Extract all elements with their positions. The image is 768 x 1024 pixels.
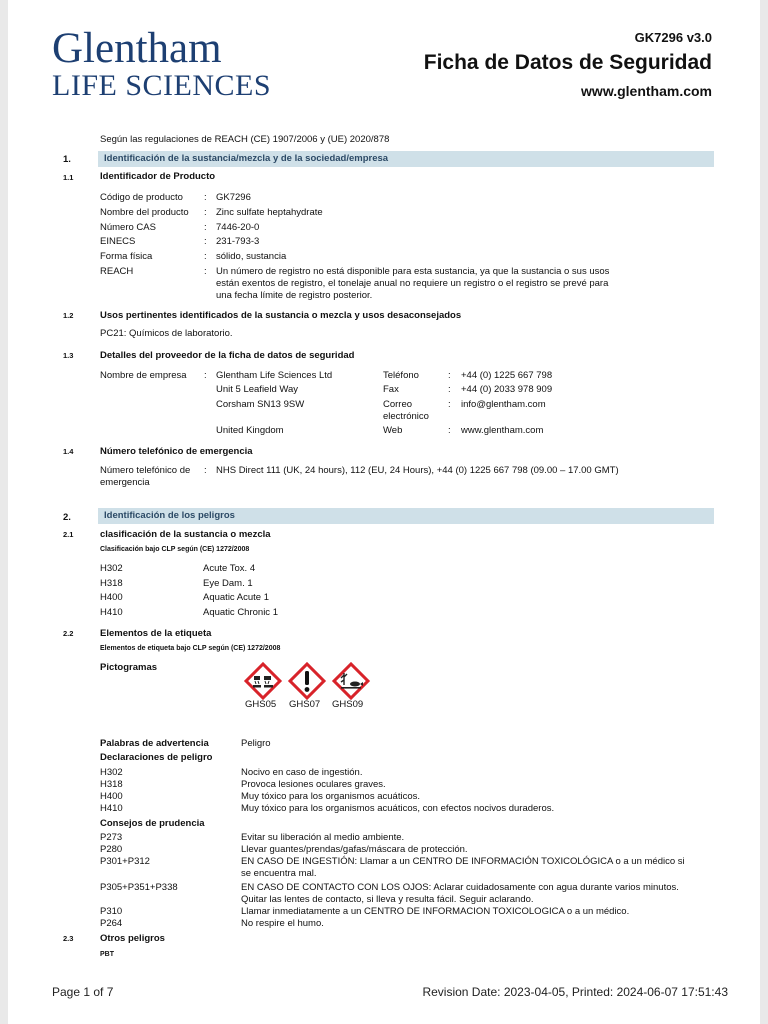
hazard-statement-code: H318 xyxy=(100,779,123,790)
page-number: Page 1 of 7 xyxy=(52,985,114,999)
hazard-statement-code: H410 xyxy=(100,803,123,814)
subsection-subtitle: Elementos de etiqueta bajo CLP según (CE) 1272/2008 xyxy=(100,645,281,652)
section-title: Identificación de los peligros xyxy=(104,510,235,521)
precaution-text: EN CASO DE INGESTIÓN: Llamar a un CENTRO DE INFORMACIÓN TOXICOLÓGICA o a un médico si se encuentra mal. xyxy=(241,856,685,879)
contact-label: Fax xyxy=(383,384,399,395)
field-sep: : xyxy=(204,266,207,277)
hazard-code: H410 xyxy=(100,607,123,618)
website-link[interactable]: www.glentham.com xyxy=(581,83,712,99)
einecs-number: 231-793-3 xyxy=(216,236,260,247)
hazard-statement-text: Muy tóxico para los organismos acuáticos. xyxy=(241,791,420,802)
product-name: Zinc sulfate heptahydrate xyxy=(216,207,323,218)
corrosion-icon xyxy=(242,660,284,702)
cas-number: 7446-20-0 xyxy=(216,222,260,233)
field-sep: : xyxy=(448,425,451,436)
hazard-statements-label: Declaraciones de peligro xyxy=(100,752,213,763)
field-sep: : xyxy=(204,465,207,476)
field-sep: : xyxy=(204,370,207,381)
precaution-code: P305+P351+P338 xyxy=(100,882,178,893)
subsection-number: 1.1 xyxy=(63,173,74,182)
company-label: Nombre de empresa xyxy=(100,370,187,381)
subsection-number: 2.2 xyxy=(63,629,74,638)
physical-form: sólido, sustancia xyxy=(216,251,287,262)
environment-icon xyxy=(330,660,372,702)
hazard-class: Aquatic Acute 1 xyxy=(203,592,270,603)
hazard-statement-text: Muy tóxico para los organismos acuáticos, con efectos nocivos duraderos. xyxy=(241,803,555,814)
field-sep: : xyxy=(204,192,207,203)
hazard-statement-code: H302 xyxy=(100,767,123,778)
precaution-text: Llevar guantes/prendas/gafas/máscara de protección. xyxy=(241,844,468,855)
emergency-number: NHS Direct 111 (UK, 24 hours), 112 (EU, 24 Hours), +44 (0) 1225 667 798 (09.00 – 17.00 GMT) xyxy=(216,465,619,476)
regulation-note: Según las regulaciones de REACH (CE) 1907/2006 y (UE) 2020/878 xyxy=(100,134,390,145)
precaution-text: Llamar inmediatamente a un CENTRO DE INFORMACION TOXICOLOGICA o a un médico. xyxy=(241,906,630,917)
company-address-line: Corsham SN13 9SW xyxy=(216,399,305,410)
precaution-code: P264 xyxy=(100,918,123,929)
precaution-text: Evitar su liberación al medio ambiente. xyxy=(241,832,405,843)
subsection-title: Usos pertinentes identificados de la sustancia o mezcla y usos desaconsejados xyxy=(100,310,462,321)
field-label: EINECS xyxy=(100,236,136,247)
subsection-number: 2.3 xyxy=(63,934,74,943)
signal-word: Peligro xyxy=(241,738,271,749)
precaution-code: P301+P312 xyxy=(100,856,150,867)
field-sep: : xyxy=(448,399,451,410)
subsection-title: Detalles del proveedor de la ficha de datos de seguridad xyxy=(100,350,355,361)
identified-use: PC21: Químicos de laboratorio. xyxy=(100,328,233,339)
field-sep: : xyxy=(204,251,207,262)
hazard-class: Aquatic Chronic 1 xyxy=(203,607,278,618)
signal-word-label: Palabras de advertencia xyxy=(100,738,209,749)
field-label: Nombre del producto xyxy=(100,207,189,218)
contact-label: Teléfono xyxy=(383,370,419,381)
hazard-code: H302 xyxy=(100,563,123,574)
hazard-class: Acute Tox. 4 xyxy=(203,563,256,574)
subsection-number: 1.2 xyxy=(63,311,74,320)
logo-wordmark: Glentham xyxy=(52,25,222,72)
web-link[interactable]: www.glentham.com xyxy=(461,425,544,436)
field-label: Forma física xyxy=(100,251,153,262)
precaution-code: P310 xyxy=(100,906,123,917)
precaution-text: No respire el humo. xyxy=(241,918,324,929)
company-address-line: Unit 5 Leafield Way xyxy=(216,384,299,395)
field-label: REACH xyxy=(100,266,134,277)
document-id: GK7296 v3.0 xyxy=(634,30,712,45)
reach-status: Un número de registro no está disponible para esta sustancia, ya que la sustancia o sus usos están exentos de registro, el tonelaje anual no requiere un registro o el registro se prevé para una fecha límite de registro posterior. xyxy=(216,266,610,301)
section-title: Identificación de la sustancia/mezcla y de la sociedad/empresa xyxy=(104,153,389,164)
logo-subtitle: LIFE SCIENCES xyxy=(52,69,272,102)
pictograms-label: Pictogramas xyxy=(100,662,158,673)
pictogram-code: GHS05 xyxy=(245,699,277,710)
company-address-line: United Kingdom xyxy=(216,425,284,436)
section-header xyxy=(98,151,714,167)
email-link[interactable]: info@glentham.com xyxy=(461,399,546,410)
subsection-title: Identificador de Producto xyxy=(100,171,216,182)
subsection-title: clasificación de la sustancia o mezcla xyxy=(100,529,271,540)
hazard-statement-text: Provoca lesiones oculares graves. xyxy=(241,779,386,790)
hazard-code: H318 xyxy=(100,578,123,589)
precaution-code: P273 xyxy=(100,832,123,843)
pictogram-code: GHS07 xyxy=(289,699,321,710)
section-number: 1. xyxy=(63,154,71,165)
subsection-number: 1.4 xyxy=(63,447,74,456)
section-header xyxy=(98,508,714,524)
field-sep: : xyxy=(204,222,207,233)
field-sep: : xyxy=(448,384,451,395)
subsection-number: 2.1 xyxy=(63,530,74,539)
subsection-title: Elementos de la etiqueta xyxy=(100,628,212,639)
field-sep: : xyxy=(448,370,451,381)
precaution-text: EN CASO DE CONTACTO CON LOS OJOS: Aclarar cuidadosamente con agua durante varios minutos. Quitar las lentes de contacto, si lleva y resulta fácil. Seguir aclarando. xyxy=(241,882,679,905)
exclamation-icon xyxy=(286,660,328,702)
section-number: 2. xyxy=(63,512,71,523)
contact-label: Web xyxy=(383,425,403,436)
field-label: Número CAS xyxy=(100,222,156,233)
hazard-statement-text: Nocivo en caso de ingestión. xyxy=(241,767,363,778)
phone-value: +44 (0) 1225 667 798 xyxy=(461,370,553,381)
hazard-statement-code: H400 xyxy=(100,791,123,802)
hazard-class: Eye Dam. 1 xyxy=(203,578,253,589)
subsection-number: 1.3 xyxy=(63,351,74,360)
document-title: Ficha de Datos de Seguridad xyxy=(423,51,712,74)
revision-info: Revision Date: 2023-04-05, Printed: 2024-06-07 17:51:43 xyxy=(422,985,728,999)
precautionary-label: Consejos de prudencia xyxy=(100,818,205,829)
subsection-title: Número telefónico de emergencia xyxy=(100,446,253,457)
subsection-title: Otros peligros xyxy=(100,933,165,944)
product-code: GK7296 xyxy=(216,192,251,203)
contact-label: Correo electrónico xyxy=(383,399,429,422)
hazard-code: H400 xyxy=(100,592,123,603)
field-sep: : xyxy=(204,236,207,247)
emergency-label: Número telefónico de emergencia xyxy=(100,465,191,488)
field-label: Código de producto xyxy=(100,192,183,203)
precaution-code: P280 xyxy=(100,844,123,855)
fax-value: +44 (0) 2033 978 909 xyxy=(461,384,553,395)
document-page xyxy=(8,0,760,1024)
other-hazards-value: PBT xyxy=(100,951,114,958)
subsection-subtitle: Clasificación bajo CLP según (CE) 1272/2008 xyxy=(100,546,250,553)
pictogram-code: GHS09 xyxy=(332,699,364,710)
company-address-line: Glentham Life Sciences Ltd xyxy=(216,370,333,381)
field-sep: : xyxy=(204,207,207,218)
